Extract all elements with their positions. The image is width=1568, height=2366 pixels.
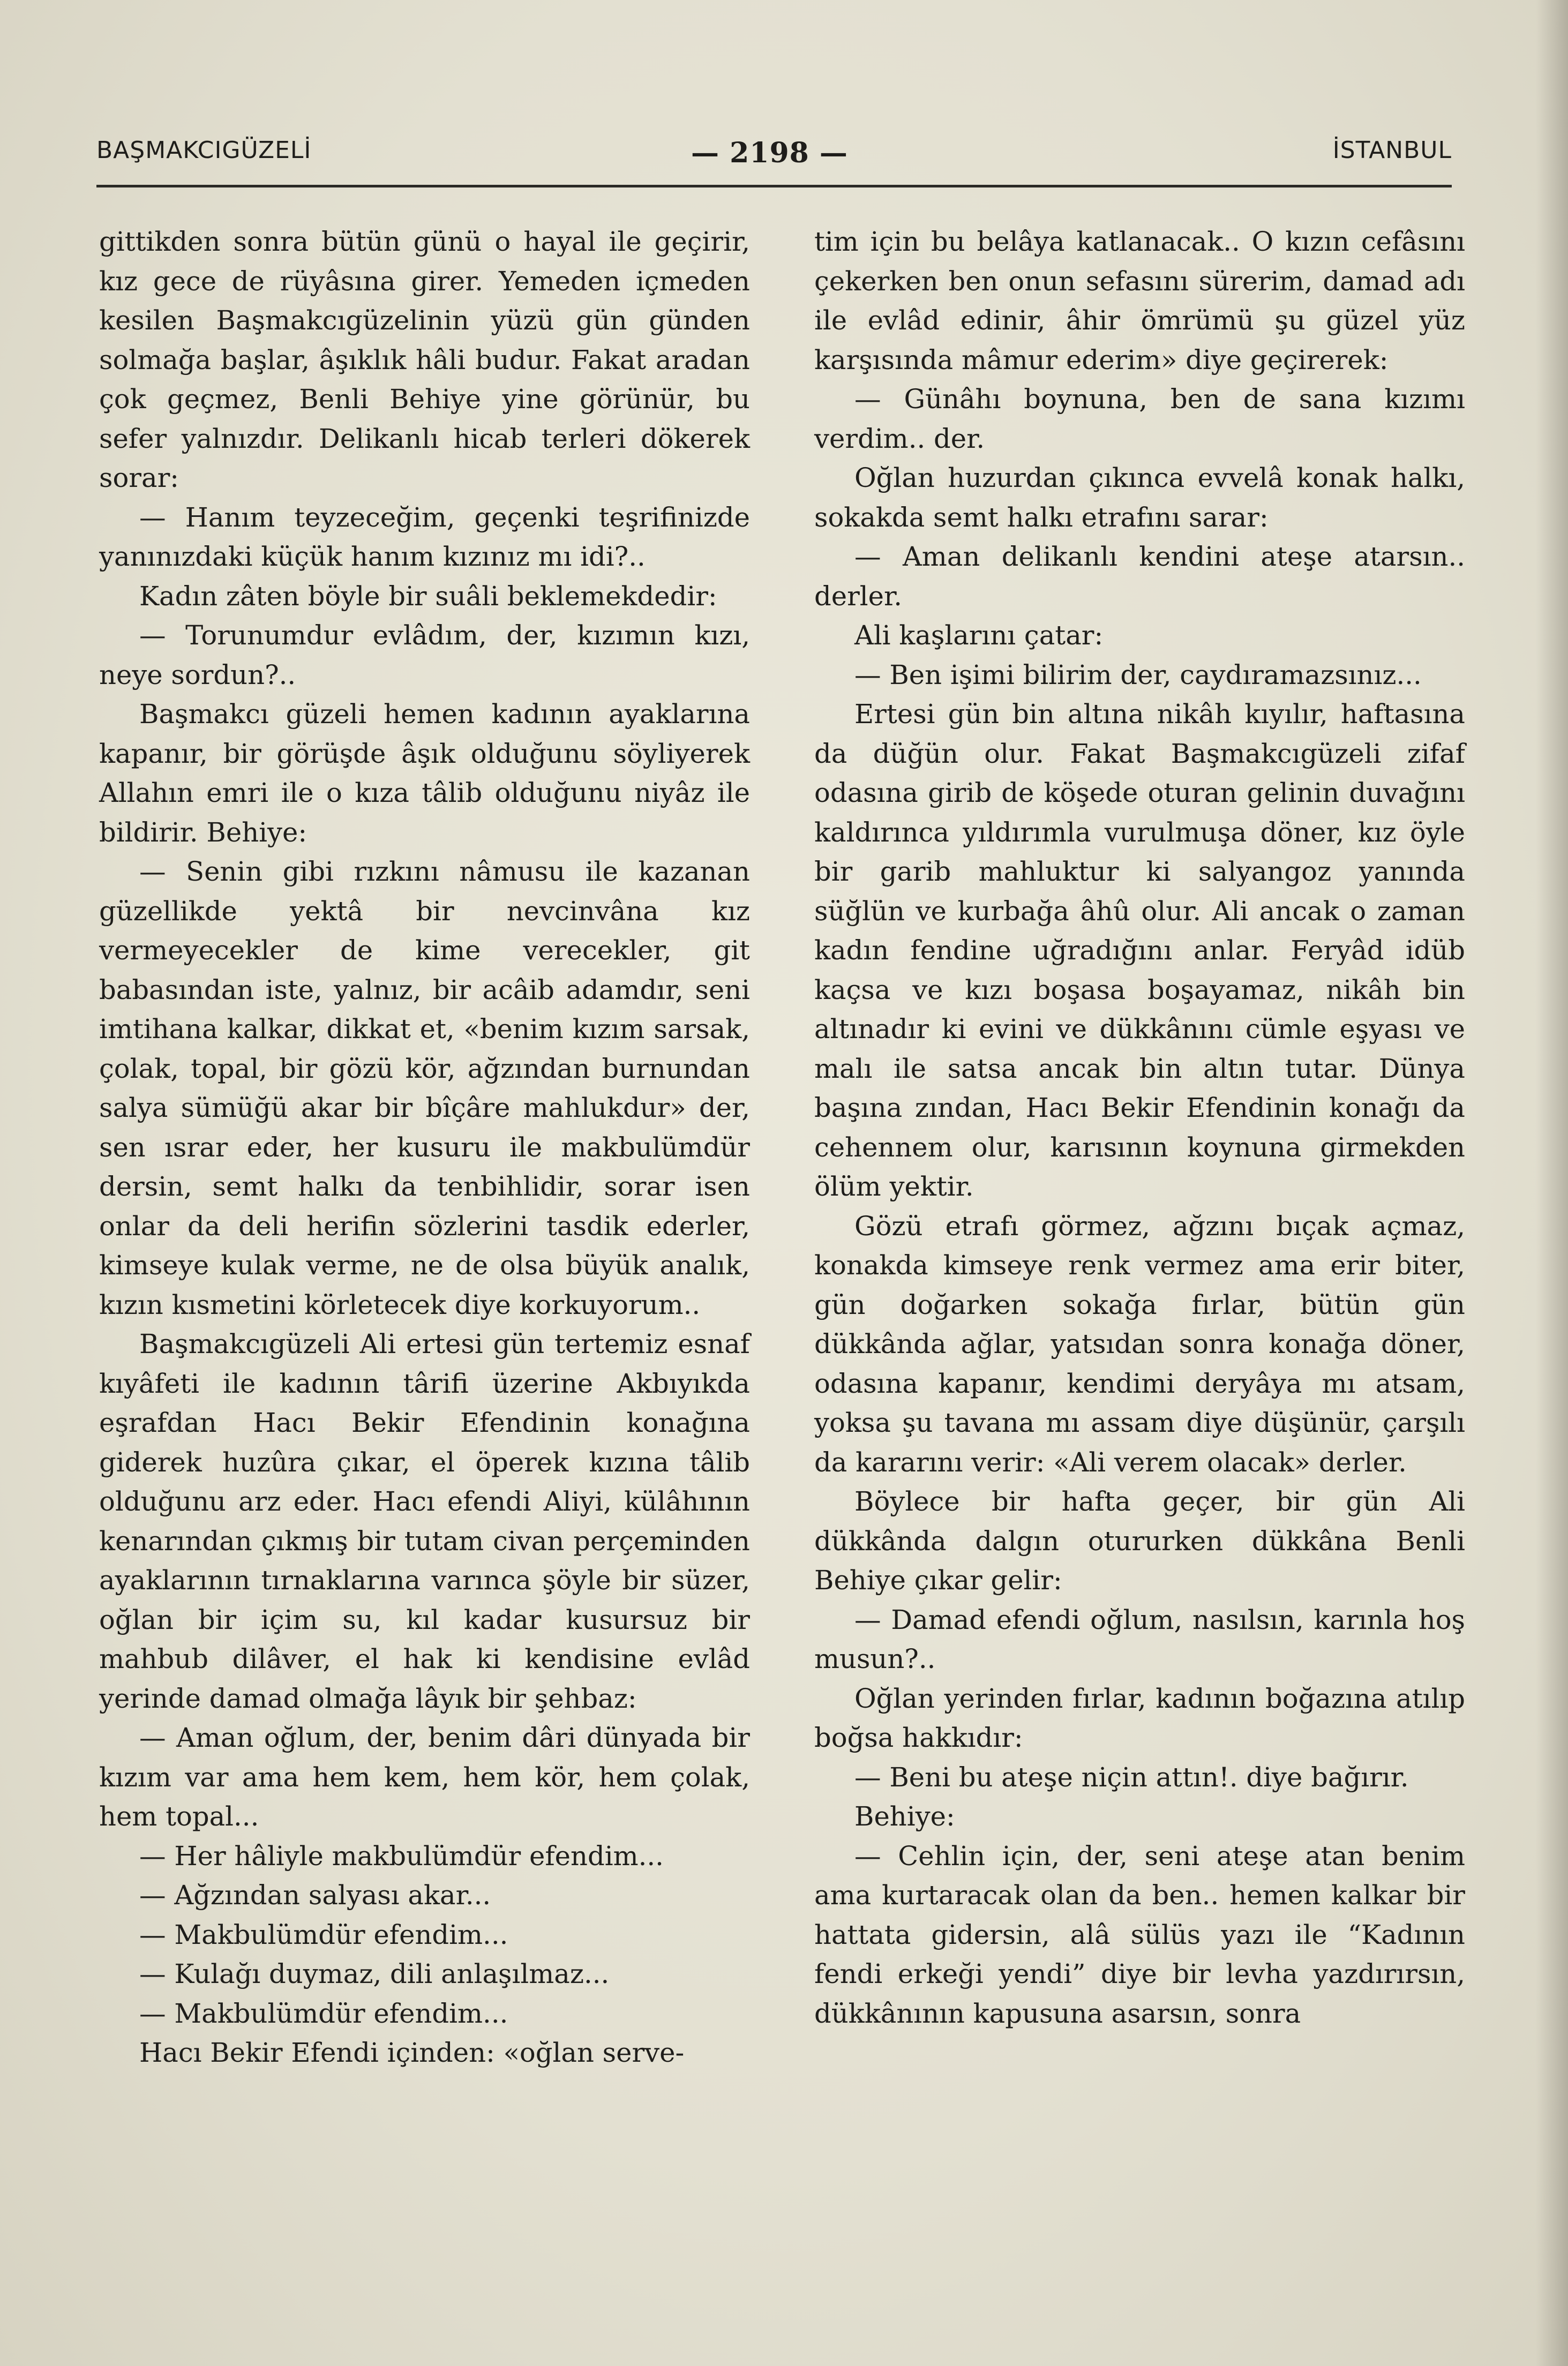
paragraph: Ertesi gün bin altına nikâh kıyılır, haftasına da düğün olur. Fakat Başmakcıgüzeli zifaf odasına girib de köşede oturan gelinin duvağını kaldırınca yıldırımla vurulmuşa döner, kız öyle bir garib mahluktur ki salyangoz yanında süğlün ve kurbağa âhû olur. Ali ancak o zaman kadın fendine uğradığını anlar. Feryâd idüb kaçsa ve kızı boşasa boşayamaz, nikâh bin altınadır ki evini ve dükkânını cümle eşyası ve malı ile satsa ancak bin altın tutar. Dünya başına zından, Hacı Bekir Efendinin konağı da cehennem olur, karısının koynuna girmekden ölüm yektir. <box>814 698 1465 1202</box>
paragraph: Başmakcıgüzeli Ali ertesi gün tertemiz esnaf kıyâfeti ile kadının târifi üzerine Akbıyıkda eşrafdan Hacı Bekir Efendinin konağına giderek huzûra çıkar, el öperek kızına tâlib olduğunu arz eder. Hacı efendi Aliyi, külâhının kenarından çıkmış bir tutam civan perçeminden ayaklarının tırnaklarına varınca şöyle bir süzer, oğlan bir içim su, kıl kadar kusursuz bir mahbub dilâver, el hak ki kendisine evlâd yerinde damad olmağa lâyık bir şehbaz: <box>99 1328 750 1714</box>
left-column <box>99 222 750 2073</box>
header-encyclopedia-title: İSTANBUL <box>1332 137 1452 164</box>
paragraph: — Makbulümdür efendim... <box>139 1997 508 2029</box>
paragraph: — Ben işimi bilirim der, caydıramazsınız... <box>854 659 1422 690</box>
paragraph: — Aman delikanlı kendini ateşe atarsın.. derler. <box>814 541 1465 612</box>
paragraph: gittikden sonra bütün günü o hayal ile geçirir, kız gece de rüyâsına girer. Yemeden içmeden kesilen Başmakcıgüzelinin yüzü gün günden solmağa başlar, âşıklık hâli budur. Fakat aradan çok geçmez, Benli Behiye yine görünür, bu sefer yalnızdır. Delikanlı hicab terleri dökerek sorar: <box>99 226 750 493</box>
paragraph: Gözü etrafı görmez, ağzını bıçak açmaz, konakda kimseye renk vermez ama erir biter, gün doğarken sokağa fırlar, bütün gün dükkânda ağlar, yatsıdan sonra konağa döner, odasına kapanır, kendimi deryâya mı atsam, yoksa şu tavana mı assam diye düşünür, çarşılı da kararını verir: «Ali verem olacak» derler. <box>814 1210 1465 1478</box>
header-rule <box>96 185 1452 187</box>
page-edge-shadow <box>1536 0 1568 2366</box>
paragraph: — Aman oğlum, der, benim dâri dünyada bir kızım var ama hem kem, hem kör, hem çolak, hem topal... <box>99 1722 750 1832</box>
paragraph: Başmakcı güzeli hemen kadının ayaklarına kapanır, bir görüşde âşık olduğunu söyliyerek Allahın emri ile o kıza tâlib olduğunu niyâz ile bildirir. Behiye: <box>99 698 750 848</box>
paragraph: — Senin gibi rızkını nâmusu ile kazanan güzellikde yektâ bir nevcinvâna kız vermeyecekler de kime verecekler, git babasından iste, yalnız, bir acâib adamdır, seni imtihana kalkar, dikkat et, «benim kızım sarsak, çolak, topal, bir gözü kör, ağzından burnundan salya sümüğü akar bir bîçâre mahlukdur» der, sen ısrar eder, her kusuru ile makbulümdür dersin, semt halkı da tenbihlidir, sorar isen onlar da deli herifin sözlerini tasdik ederler, kimseye kulak verme, ne de olsa büyük analık, kızın kısmetini körletecek diye korkuyorum.. <box>99 856 750 1320</box>
paragraph: — Makbulümdür efendim... <box>139 1919 508 1950</box>
paragraph: — Her hâliyle makbulümdür efendim... <box>139 1840 664 1872</box>
paragraph: — Torunumdur evlâdım, der, kızımın kızı, neye sordun?.. <box>99 620 750 690</box>
paragraph: Behiye: <box>854 1801 955 1832</box>
running-header <box>96 131 1452 179</box>
paragraph: Böylece bir hafta geçer, bir gün Ali dükkânda dalgın otururken dükkâna Benli Behiye çıkar gelir: <box>814 1486 1465 1596</box>
paragraph: tim için bu belâya katlanacak.. O kızın cefâsını çekerken ben onun sefasını sürerim, damad adı ile evlâd edinir, âhir ömrümü şu güzel yüz karşısında mâmur ederim» diye geçirerek: <box>814 226 1465 375</box>
page-number: — 2198 — <box>691 137 848 169</box>
paragraph: — Kulağı duymaz, dili anlaşılmaz... <box>139 1958 610 1989</box>
paragraph: — Damad efendi oğlum, nasılsın, karınla hoş musun?.. <box>814 1604 1465 1674</box>
paragraph: — Ağzından salyası akar... <box>139 1880 491 1911</box>
paragraph: Oğlan huzurdan çıkınca evvelâ konak halkı, sokakda semt halkı etrafını sarar: <box>814 462 1465 533</box>
paragraph: — Hanım teyzeceğim, geçenki teşrifinizde yanınızdaki küçük hanım kızınız mı idi?.. <box>99 501 750 572</box>
paragraph: — Cehlin için, der, seni ateşe atan benim ama kurtaracak olan da ben.. hemen kalkar bir hattata gidersin, alâ sülüs yazı ile “Kadının fendi erkeği yendi” diye bir levha yazdırırsın, dükkânının kapusuna asarsın, sonra <box>814 1840 1465 2029</box>
right-column <box>814 222 1465 2033</box>
header-article-title: BAŞMAKCIGÜZELİ <box>96 137 312 164</box>
paragraph: Oğlan yerinden fırlar, kadının boğazına atılıp boğsa hakkıdır: <box>814 1683 1465 1753</box>
paragraph: — Beni bu ateşe niçin attın!. diye bağırır. <box>854 1761 1409 1793</box>
paragraph: Kadın zâten böyle bir suâli beklemekdedir: <box>139 580 717 612</box>
paragraph: Hacı Bekir Efendi içinden: «oğlan serve- <box>139 2037 685 2068</box>
paragraph: Ali kaşlarını çatar: <box>854 620 1104 651</box>
paragraph: — Günâhı boynuna, ben de sana kızımı verdim.. der. <box>814 384 1465 454</box>
